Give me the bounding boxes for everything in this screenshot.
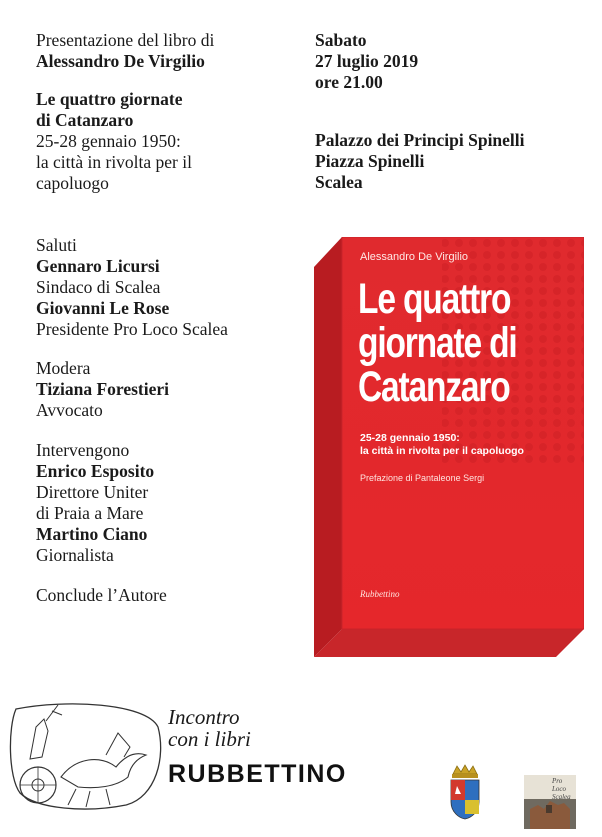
cover-title	[358, 277, 517, 409]
event-where	[315, 130, 525, 193]
conclude-text: Conclude l’Autore	[36, 585, 167, 605]
cover-subtitle-line: 25-28 gennaio 1950:	[360, 432, 460, 444]
book-cover-image	[312, 237, 584, 657]
speaker-role: Direttore Uniter	[36, 482, 149, 502]
intro-line: Presentazione del libro di	[36, 30, 215, 50]
cover-title-line: giornate di	[358, 319, 517, 367]
modera-block	[36, 358, 169, 421]
venue-line2: Piazza Spinelli	[315, 151, 425, 171]
speaker-name: Gennaro Licursi	[36, 256, 160, 276]
event-time: ore 21.00	[315, 72, 383, 92]
incontro-con-i-libri	[168, 706, 251, 750]
proloco-label	[552, 777, 576, 801]
cover-title-line: Le quattro	[358, 275, 511, 323]
speaker-name: Giovanni Le Rose	[36, 298, 170, 318]
book-subtitle-line3: capoluogo	[36, 173, 109, 193]
intro-block	[36, 30, 214, 72]
moderator-name: Tiziana Forestieri	[36, 379, 170, 399]
engraving-logo	[6, 697, 166, 815]
cover-publisher: Rubbettino	[360, 589, 400, 599]
incontro-line: con i libri	[168, 727, 251, 751]
venue-line1: Palazzo dei Principi Spinelli	[315, 130, 525, 150]
chariot-engraving-icon	[6, 697, 166, 815]
cover-preface: Prefazione di Pantaleone Sergi	[360, 473, 485, 483]
book-title-block	[36, 89, 192, 194]
cover-subtitle-line: la città in rivolta per il capoluogo	[360, 445, 524, 457]
speaker-role: Sindaco di Scalea	[36, 277, 161, 297]
event-when	[315, 30, 418, 93]
book-title-line1: Le quattro giornate	[36, 89, 183, 109]
rubbettino-logo: RUBBETTINO	[168, 760, 347, 788]
intervengono-heading: Intervengono	[36, 440, 130, 460]
proloco-label-line: Scalea	[552, 793, 571, 801]
moderator-role: Avvocato	[36, 400, 103, 420]
modera-heading: Modera	[36, 358, 91, 378]
venue-line3: Scalea	[315, 172, 363, 192]
speaker-role: Giornalista	[36, 545, 114, 565]
book-subtitle-line2: la città in rivolta per il	[36, 152, 192, 172]
book-title-line2: di Catanzaro	[36, 110, 134, 130]
saluti-heading: Saluti	[36, 235, 77, 255]
speaker-name: Martino Ciano	[36, 524, 148, 544]
speaker-name: Enrico Esposito	[36, 461, 155, 481]
scalea-crest-icon	[447, 764, 483, 820]
event-date: 27 luglio 2019	[315, 51, 419, 71]
cover-subtitle	[360, 432, 524, 458]
speaker-role: di Praia a Mare	[36, 503, 144, 523]
speaker-role: Presidente Pro Loco Scalea	[36, 319, 228, 339]
incontro-line: Incontro	[168, 705, 240, 729]
author-name: Alessandro De Virgilio	[36, 51, 205, 71]
proloco-label-line: Pro Loco	[552, 777, 566, 793]
cover-title-line: Catanzaro	[358, 363, 510, 411]
cover-author: Alessandro De Virgilio	[360, 251, 469, 263]
intervengono-block	[36, 440, 154, 566]
saluti-block	[36, 235, 228, 340]
book-subtitle-line1: 25-28 gennaio 1950:	[36, 131, 181, 151]
pro-loco-logo	[524, 775, 576, 829]
event-day: Sabato	[315, 30, 367, 50]
